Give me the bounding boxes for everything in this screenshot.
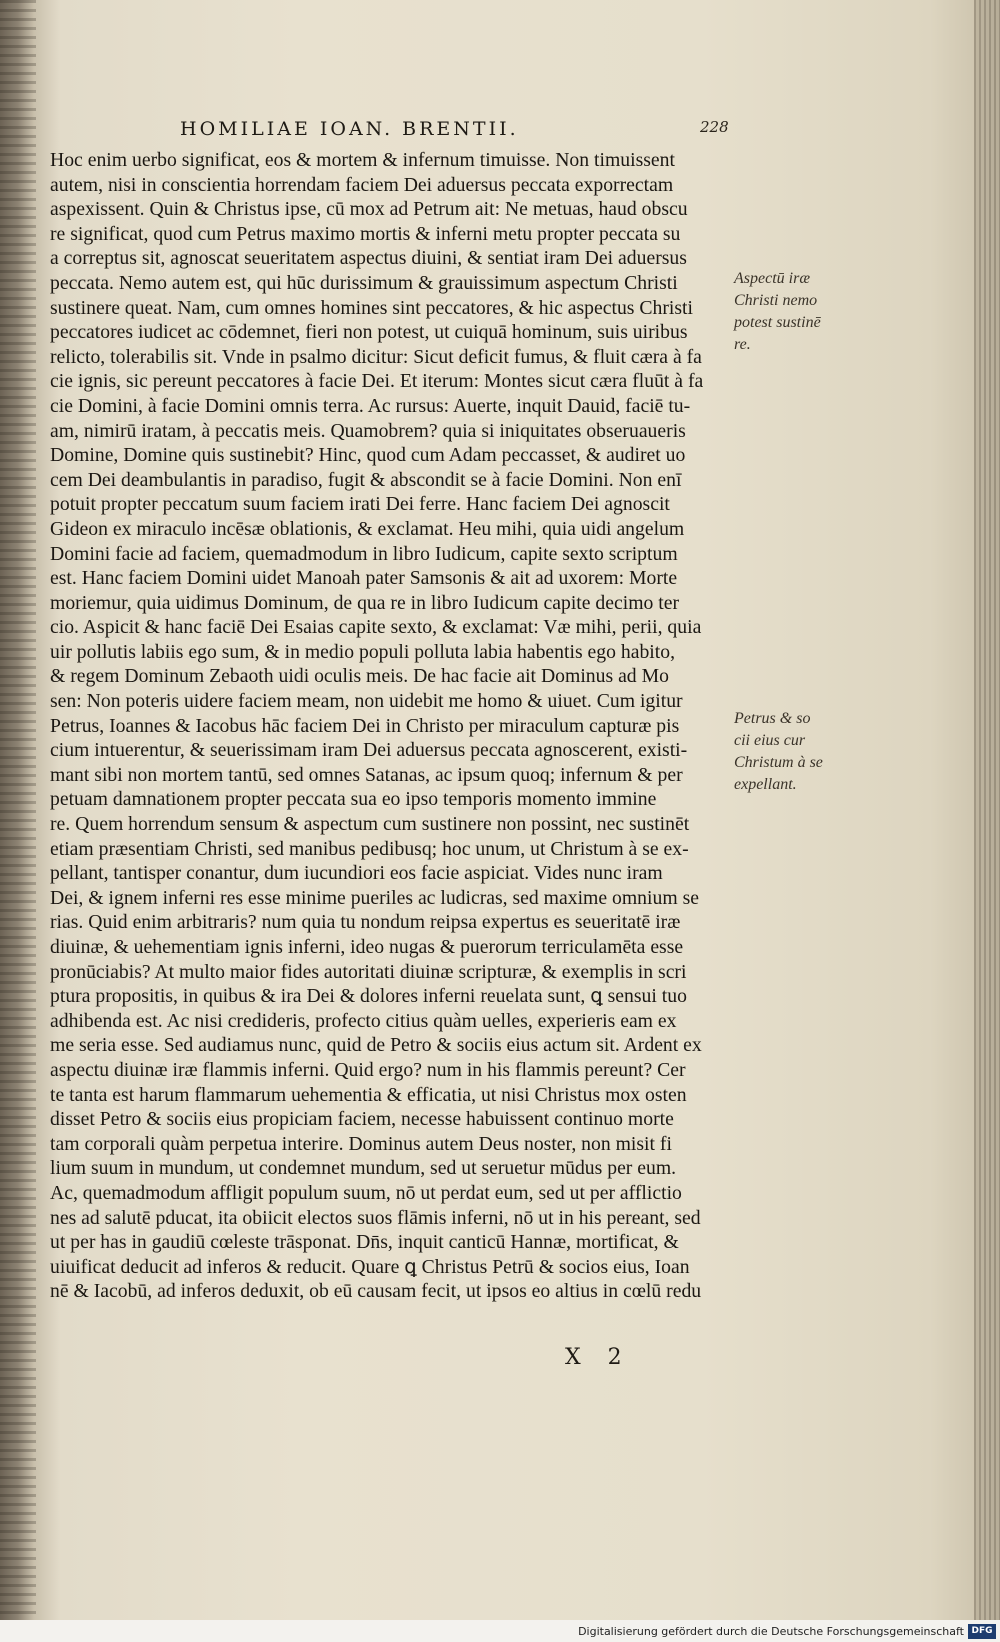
text-line: etiam præsentiam Christi, sed manibus pedibusq; hoc unum, ut Christum à se ex- [50, 837, 689, 860]
text-line: nē & Iacobū, ad inferos deduxit, ob eū causam fecit, ut ipsos eo altius in cœlū redu [50, 1280, 702, 1303]
text-line: peccata. Nemo autem est, qui hūc durissimum & grauissimum aspectum Christi [50, 271, 678, 294]
text-line: Ac, quemadmodum affligit populum suum, nō ut perdat eum, sed ut per afflictio [50, 1181, 682, 1204]
text-line: Petrus, Ioannes & Iacobus hāc faciem Dei in Christo per miraculum capturæ pis [50, 714, 680, 737]
text-line: ut per has in gaudiū cœleste trāsponat. Dn̄s, inquit canticū Hannæ, mortificat, & [50, 1231, 679, 1254]
text-line: uiuificat deducit ad inferos & reducit. Quare ꝗ Christus Petrū & socios eius, Ioan [50, 1255, 690, 1278]
margin-note-line: expellant. [734, 776, 797, 793]
text-line: aspexissent. Quin & Christus ipse, cū mox ad Petrum ait: Ne metuas, haud obscu [50, 198, 688, 221]
main-text-block [50, 148, 740, 1304]
text-line: potuit propter peccatum suum faciem irati Dei ferre. Hanc faciem Dei agnoscit [50, 493, 670, 516]
text-line: diuinæ, & uehementiam ignis inferni, ideo nugas & puerorum terriculamēta esse [50, 936, 684, 958]
text-line: disset Petro & sociis eius propiciam faciem, necesse habuissent continuo morte [50, 1108, 674, 1131]
text-line: est. Hanc faciem Domini uidet Manoah pater Samsonis & ait ad uxorem: Morte [50, 567, 678, 590]
binding-gutter [0, 0, 36, 1642]
text-line: re. Quem horrendum sensum & aspectum cum sustinere non possint, nec sustinēt [50, 813, 690, 836]
text-line: peccatores iudicet ac cōdemnet, fieri non potest, ut cuiquā hominum, suis uiribus [50, 321, 688, 344]
text-line: Hoc enim uerbo significat, eos & mortem & infernum timuisse. Non timuissent [50, 149, 675, 171]
page-edges [974, 0, 1000, 1642]
text-line: sen: Non poteris uidere faciem meam, non uidebit me homo & uiuet. Cum igitur [50, 690, 683, 713]
margin-note-line: Christum à se [734, 754, 823, 771]
running-head: HOMILIAE IOAN. BRENTII. [180, 118, 519, 140]
text-line: Domine, Domine quis sustinebit? Hinc, quod cum Adam peccasset, & audiret uo [50, 444, 686, 467]
text-line: uir pollutis labiis ego sum, & in medio populi polluta labia habentis ego habito, [50, 640, 676, 663]
text-line: petuam damnationem propter peccata sua eo ipso temporis momento immine [50, 788, 657, 811]
text-line: tam corporali quàm perpetua interire. Dominus autem Deus noster, non misit fi [50, 1132, 672, 1155]
text-line: am, nimirū iratam, à peccatis meis. Quamobrem? quia si iniquitates obseruaueris [50, 419, 686, 442]
margin-note-line: cii eius cur [734, 732, 806, 749]
margin-note-line: potest sustinē [734, 314, 821, 331]
text-line: ptura propositis, in quibus & ira Dei & dolores inferni reuelata sunt, ꝗ sensui tuo [50, 985, 687, 1008]
text-line: & regem Dominum Zebaoth uidi oculis meis. De hac facie ait Dominus ad Mo [50, 665, 669, 688]
signature-mark: X 2 [565, 1345, 632, 1370]
margin-note-line: Aspectū iræ [734, 270, 810, 287]
text-line: re significat, quod cum Petrus maximo mortis & inferni metu propter peccata su [50, 222, 681, 245]
text-line: mant sibi non mortem tantū, sed omnes Satanas, ac ipsum quoq; infernum & per [50, 763, 683, 786]
text-line: cem Dei deambulantis in paradiso, fugit & abscondit se à facie Domini. Non enī [50, 468, 682, 491]
margin-note-line: Christi nemo [734, 292, 818, 309]
text-line: sustinere queat. Nam, cum omnes homines sint peccatores, & hic aspectus Christi [50, 296, 693, 319]
text-line: Domini facie ad faciem, quemadmodum in libro Iudicum, capite sexto scriptum [50, 542, 678, 565]
text-line: autem, nisi in conscientia horrendam faciem Dei aduersus peccata exporrectam [50, 173, 674, 196]
text-line: lium suum in mundum, ut condemnet mundum, sed ut seruetur mūdus per eum. [50, 1157, 677, 1180]
text-line: te tanta est harum flammarum uehementia & efficatia, ut nisi Christus mox osten [50, 1083, 687, 1106]
text-line: cio. Aspicit & hanc faciē Dei Esaias capite sexto, & exclamat: Væ mihi, perii, quia [50, 616, 702, 639]
text-line: cie Domini, à facie Domini omnis terra. Ac rursus: Auerte, inquit Dauid, faciē tu- [50, 394, 691, 417]
text-line: me seria esse. Sed audiamus nunc, quid de Petro & sociis eius actum sit. Ardent ex [50, 1034, 702, 1057]
text-line: Gideon ex miraculo incēsæ oblationis, & exclamat. Heu mihi, quia uidi angelum [50, 517, 685, 540]
folio-number: 228 [700, 118, 729, 136]
dfg-logo: DFG [968, 1624, 996, 1639]
margin-note-aspectus [734, 268, 834, 356]
text-line: relicto, tolerabilis sit. Vnde in psalmo dicitur: Sicut deficit fumus, & fluit cæra à fa [50, 345, 702, 368]
text-line: rias. Quid enim arbitraris? num quia tu nondum reipsa expertus es seueritatē iræ [50, 911, 681, 934]
margin-note-line: re. [734, 336, 751, 353]
text-line: a correptus sit, agnoscat seueritatem aspectus diuini, & sentiat iram Dei aduersus [50, 247, 687, 270]
text-line: cie ignis, sic pereunt peccatores à facie Dei. Et iterum: Montes sicut cæra fluūt à fa [50, 370, 704, 393]
text-line: cium intuerentur, & seuerissimam iram Dei aduersus peccata agnoscerent, existi- [50, 739, 688, 762]
footer-credit: Digitalisierung gefördert durch die Deutsche Forschungsgemeinschaft [578, 1625, 964, 1638]
text-line: pellant, tantisper conantur, dum iucundiori eos facie aspiciat. Vides nunc iram [50, 862, 663, 885]
margin-note-petrus [734, 708, 834, 796]
margin-note-line: Petrus & so [734, 710, 811, 727]
text-line: Dei, & ignem inferni res esse minime pueriles ac ludicras, sed maxime omnium se [50, 886, 699, 909]
text-line: pronūciabis? At multo maior fides autoritati diuinæ scripturæ, & exemplis in scri [50, 960, 687, 983]
text-line: nes ad salutē pducat, ita obiicit electos suos flāmis inferni, nō ut in his pereant, sed [50, 1206, 701, 1229]
text-line: adhibenda est. Ac nisi credideris, profecto citius quàm uelles, experieris eam ex [50, 1009, 677, 1032]
text-line: moriemur, quia uidimus Dominum, de qua re in libro Iudicum capite decimo ter [50, 591, 680, 614]
text-line: aspectu diuinæ iræ flammis inferni. Quid ergo? num in his flammis pereunt? Cer [50, 1058, 686, 1081]
